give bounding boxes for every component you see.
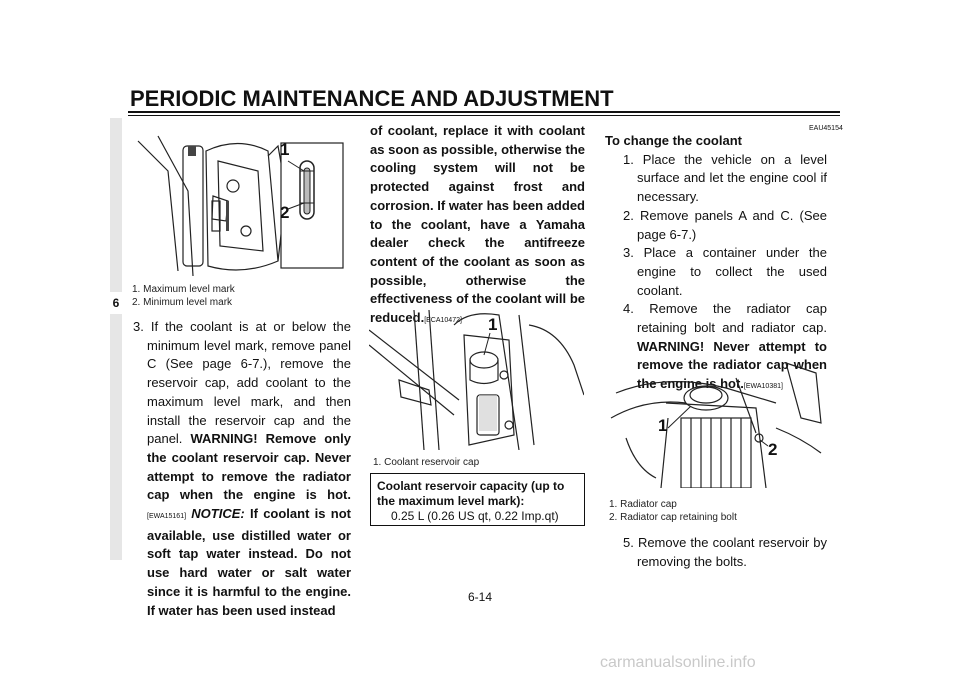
figure3-captions: [609, 498, 831, 524]
step-number: 2.: [623, 207, 634, 223]
step-text: If the coolant is at or below the minimum level mark, remove panel C (See page 6-7.), remove the reservoir cap, add coolant to the maximum level mark, and then install the reservoir cap and the panel.: [147, 319, 351, 447]
reservoir-cap-illustration: [369, 305, 584, 450]
capacity-title: Coolant reservoir capacity (up to the maximum level mark):: [377, 479, 565, 508]
capacity-value: 0.25 L (0.26 US qt, 0.22 Imp.qt): [391, 509, 559, 523]
radiator-cap-illustration: [606, 358, 828, 488]
caption-item: 1. Maximum level mark: [132, 284, 235, 295]
header-rule-thin: [128, 115, 840, 116]
step-number: 5.: [623, 535, 634, 550]
continued-ref: [ECA10472]: [424, 317, 462, 325]
step-number: 4.: [623, 301, 634, 317]
step-text: Place the vehicle on a level surface and let the engine cool if necessary.: [637, 151, 827, 205]
step-text: Place a container under the engine to collect the used coolant.: [637, 245, 827, 298]
caption-item: 2. Minimum level mark: [132, 297, 233, 308]
warning-text: WARNING! Remove only the coolant reservoir cap. Never attempt to remove the radiator cap when the engine is hot.: [147, 431, 351, 503]
header-rule: [128, 111, 840, 113]
step-number: 3.: [623, 245, 634, 261]
column-1-text: [129, 318, 351, 620]
page-number: 6-14: [467, 590, 493, 604]
callout-1: 1: [658, 416, 668, 435]
warning-ref: [EWA10381]: [743, 383, 783, 391]
step-5: [605, 534, 827, 571]
notice-text: If coolant is not available, use distilled water or soft tap water instead. Do not use hard water or salt water since it is harmful to the engine. If water has been used instead: [147, 506, 351, 618]
continued-notice: of coolant, replace it with coolant as soon as possible, otherwise the cooling system will not be protected against frost and corrosion. If water has been added to the coolant, have a Yamaha dealer check the antifreeze content of the coolant as soon as possible, otherwise the effectiveness of the coolant will be reduced.: [370, 123, 585, 326]
step-text: Remove panels A and C. (See page 6-7.): [637, 207, 827, 242]
column-3-step-5: [605, 534, 827, 571]
callout-1: 1: [488, 315, 498, 334]
notice-label: NOTICE:: [191, 506, 245, 522]
chapter-side-bar: [110, 118, 122, 560]
step-3: [129, 318, 351, 620]
figure-reservoir-cap: [369, 305, 584, 450]
callout-2: 2: [280, 203, 290, 222]
figure-level-marks: [128, 131, 350, 281]
step-2: [605, 207, 827, 244]
chapter-tab: 6: [110, 292, 122, 314]
step-1: [605, 151, 827, 207]
section-code: EAU45154: [809, 125, 843, 132]
column-2-text: [370, 122, 585, 331]
section-heading: To change the coolant: [605, 133, 742, 148]
capacity-box: [370, 473, 585, 526]
callout-2: 2: [768, 440, 778, 459]
caption-item: 1. Radiator cap: [609, 499, 677, 510]
watermark: carmanualsonline.info: [600, 654, 756, 671]
step-3: [605, 244, 827, 300]
figure2-caption: 1. Coolant reservoir cap: [373, 457, 480, 468]
caption-item: 2. Radiator cap retaining bolt: [609, 512, 737, 523]
figure-radiator-cap: [606, 358, 828, 488]
callout-1: 1: [280, 140, 290, 159]
figure1-captions: [132, 283, 352, 309]
step-text: Remove the radiator cap retaining bolt and radiator cap.: [637, 301, 827, 336]
step-number: 1.: [623, 151, 634, 167]
page-title: PERIODIC MAINTENANCE AND ADJUSTMENT: [130, 86, 614, 111]
warning-ref: [EWA15161]: [147, 513, 187, 521]
step-text: Remove the coolant reservoir by removing the bolts.: [637, 535, 827, 569]
reservoir-level-illustration: [128, 131, 350, 281]
warning-text: WARNING! Never attempt to remove the radiator cap when the engine is hot.: [637, 338, 827, 392]
step-number: 3.: [133, 319, 144, 334]
